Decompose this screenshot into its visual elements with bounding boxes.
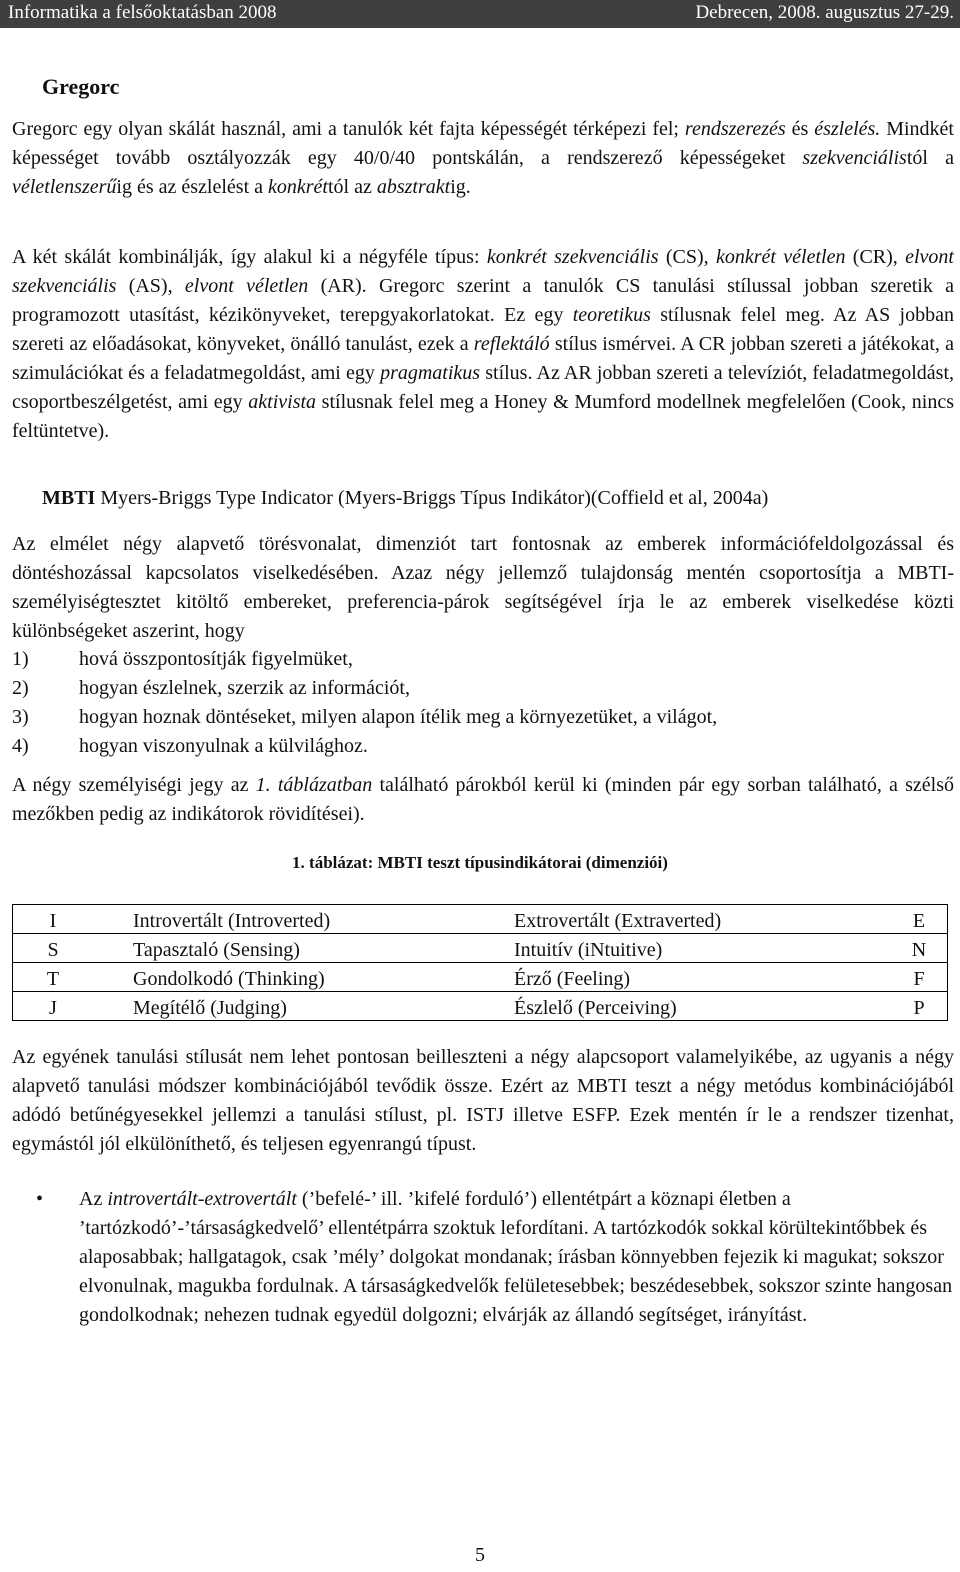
text-run: A két skálát kombinálják, így alakul ki a négyféle típus: [12,246,487,268]
text-run: ig. [450,176,471,198]
table-cell: Introvertált (Introverted) [93,905,514,934]
gregorc-paragraph-2 [12,243,954,446]
italic-text-run: elvont véletlen [184,275,309,297]
table-cell: J [13,992,94,1021]
text-run: (CS), [658,246,716,268]
italic-text-run: konkrét véletlen [715,246,846,268]
table-cell: Észlelő (Perceiving) [514,992,891,1021]
text-run: Mindkét képességet tovább osztályozzák egy 40/0/40 pontskálán, a rendszerező képességeket [12,118,954,169]
list-item-number: 1) [12,648,29,670]
table-row [13,992,948,1021]
table-row [13,934,948,963]
mbti-dimension-list [12,645,717,761]
gregorc-paragraph-1 [12,115,954,202]
table-caption: 1. táblázat: MBTI teszt típusindikátorai (dimenziói) [292,853,668,872]
text-run: (AR). Gregorc szerint a tanulók CS tanulási stílussal jobban szeretik a programozott utasítást, kézikönyveket, terepgyakorlatokat. Ez egy [12,275,955,326]
table-cell: N [891,934,948,963]
table-cell: Érző (Feeling) [514,963,891,992]
italic-text-run: észlelés. [814,118,881,140]
text-run: (’befelé-’ ill. ’kifelé forduló’) ellentétpárt a köznapi életben a ’tartózkodó’-’társaságkedvelő’ ellentétpárra szoktuk lefordítani. A tartózkodók sokkal körültekintőbbek és alaposabbak; hallgatagok, csak ’mély’ dolgokat mondanak; írásban könnyebben fejezik ki magukat; sokszor elvonulnak, magukba fordulnak. A társaságkedvelők felületesebbek; beszédesebbek, sokszor szinte hangosan gondolkodnak; nehezen tudnak egyedül dolgozni; elvárják az állandó segítséget, irányítást. [79,1188,953,1326]
list-item-number: 2) [12,677,29,699]
text-run: Az egyének tanulási stílusát nem lehet pontosan beilleszteni a négy alapcsoport valamelyikébe, az ugyanis a négy alapvető tanulási módszer kombinációjából tevődik össze. Ezért az MBTI teszt a négy metódus kombinációjából adódó betűnégyesekkel jellemzi a tanulási stílust, pl. ISTJ illetve ESFP. Ezek mentén ír le a rendszer tizenhat, egymástól jól elkülöníthető, és teljesen egyenrangú típust. [12,1046,954,1155]
bullet-text [79,1185,954,1330]
table-cell: Gondolkodó (Thinking) [93,963,514,992]
table-row [13,963,948,992]
table-cell: I [13,905,94,934]
text-run: stílusnak felel meg a Honey & Mumford modellnek megfelelően (Cook, nincs feltüntetve). [12,391,954,442]
list-item-text: hogyan hoznak döntéseket, milyen alapon ítélik meg a környezetüket, a világot, [79,706,718,728]
list-item [12,703,717,732]
italic-text-run: elvont szekvenciális [12,246,954,297]
text-run: A négy személyiségi jegy az [12,774,256,796]
text-run: (CR), [845,246,906,268]
bullet-icon: • [36,1188,44,1210]
list-item-text: hogyan észlelnek, szerzik az információt, [79,677,410,699]
mbti-paragraph-2 [12,771,954,829]
text-run: ig és az észlelést a [116,176,268,198]
table-cell: Intuitív (iNtuitive) [514,934,891,963]
text-run: tól a [906,147,954,169]
text-run: Myers-Briggs Type Indicator (Myers-Briggs Típus Indikátor)(Coffield et al, 2004a) [95,487,769,509]
section-heading-gregorc: Gregorc [42,74,120,99]
table-cell: F [891,963,948,992]
italic-text-run: szekvenciális [802,147,907,169]
text-run: stílus ismérvei. A CR jobban szereti a játékokat, a szimulációkat és a feladatmegoldást, ami egy [12,333,954,384]
italic-text-run: konkrét szekvenciális [486,246,659,268]
text-run: (AS), [116,275,185,297]
list-item-number: 4) [12,735,29,757]
table-cell: Megítélő (Judging) [93,992,514,1021]
mbti-indicator-table [12,904,948,1021]
page-header [0,0,960,28]
list-item [12,645,717,674]
list-item [12,674,717,703]
list-item [12,732,717,761]
table-cell: E [891,905,948,934]
italic-text-run: absztrakt [376,176,451,198]
section-heading-mbti [42,487,768,510]
italic-text-run: introvertált-extrovertált [107,1188,297,1210]
header-conference-title: Informatika a felsőoktatásban 2008 [8,2,277,23]
text-run: stílusnak felel meg. Az AS jobban szereti az előadásokat, könyveket, önálló tanulást, ezek a [12,304,954,355]
text-run: stílus. Az AR jobban szereti a televíziót, feladatmegoldást, csoportbeszélgetést, ami egy [12,362,955,413]
italic-text-run: reflektáló [473,333,550,355]
list-item-text: hová összpontosítják figyelmüket, [79,648,353,670]
italic-text-run: konkrét [268,176,328,198]
text-run: található párokból kerül ki (minden pár egy sorban található, a szélső mezőkben pedig az indikátorok rövidítései). [12,774,954,825]
header-location-date: Debrecen, 2008. augusztus 27-29. [695,2,954,23]
text-run: Az elmélet négy alapvető törésvonalat, dimenziót tart fontosnak az emberek információfeldolgozással és döntéshozással kapcsolatos viselkedésében. Azaz négy jellemző tulajdonság mentén csoportosítja a MBTI-személyiségtesztet kitöltő embereket, preferencia-párok segítségével írja le az emberek viselkedése közti különbségeket aszerint, hogy [12,533,954,642]
italic-text-run: 1. táblázatban [255,774,373,796]
table-cell: P [891,992,948,1021]
text-run: Az [79,1188,108,1210]
table-cell: Tapasztaló (Sensing) [93,934,514,963]
table-cell: Extrovertált (Extraverted) [514,905,891,934]
table-cell: S [13,934,94,963]
bullet-item [36,1185,954,1330]
table-row [13,905,948,934]
italic-text-run: aktivista [248,391,317,413]
italic-text-run: rendszerezés [684,118,786,140]
italic-text-run: teoretikus [572,304,651,326]
list-item-number: 3) [12,706,29,728]
italic-text-run: véletlenszerű [12,176,117,198]
italic-text-run: pragmatikus [380,362,481,384]
page-number: 5 [475,1544,485,1566]
text-run: Gregorc egy olyan skálát használ, ami a tanulók két fajta képességét térképezi fel; [12,118,685,140]
text-run: tól az [327,176,377,198]
table-cell: T [13,963,94,992]
mbti-paragraph-1 [12,530,954,646]
list-item-text: hogyan viszonyulnak a külvilághoz. [79,735,368,757]
bold-text-run: MBTI [42,487,96,509]
text-run: és [785,118,815,140]
after-table-paragraph [12,1043,954,1159]
